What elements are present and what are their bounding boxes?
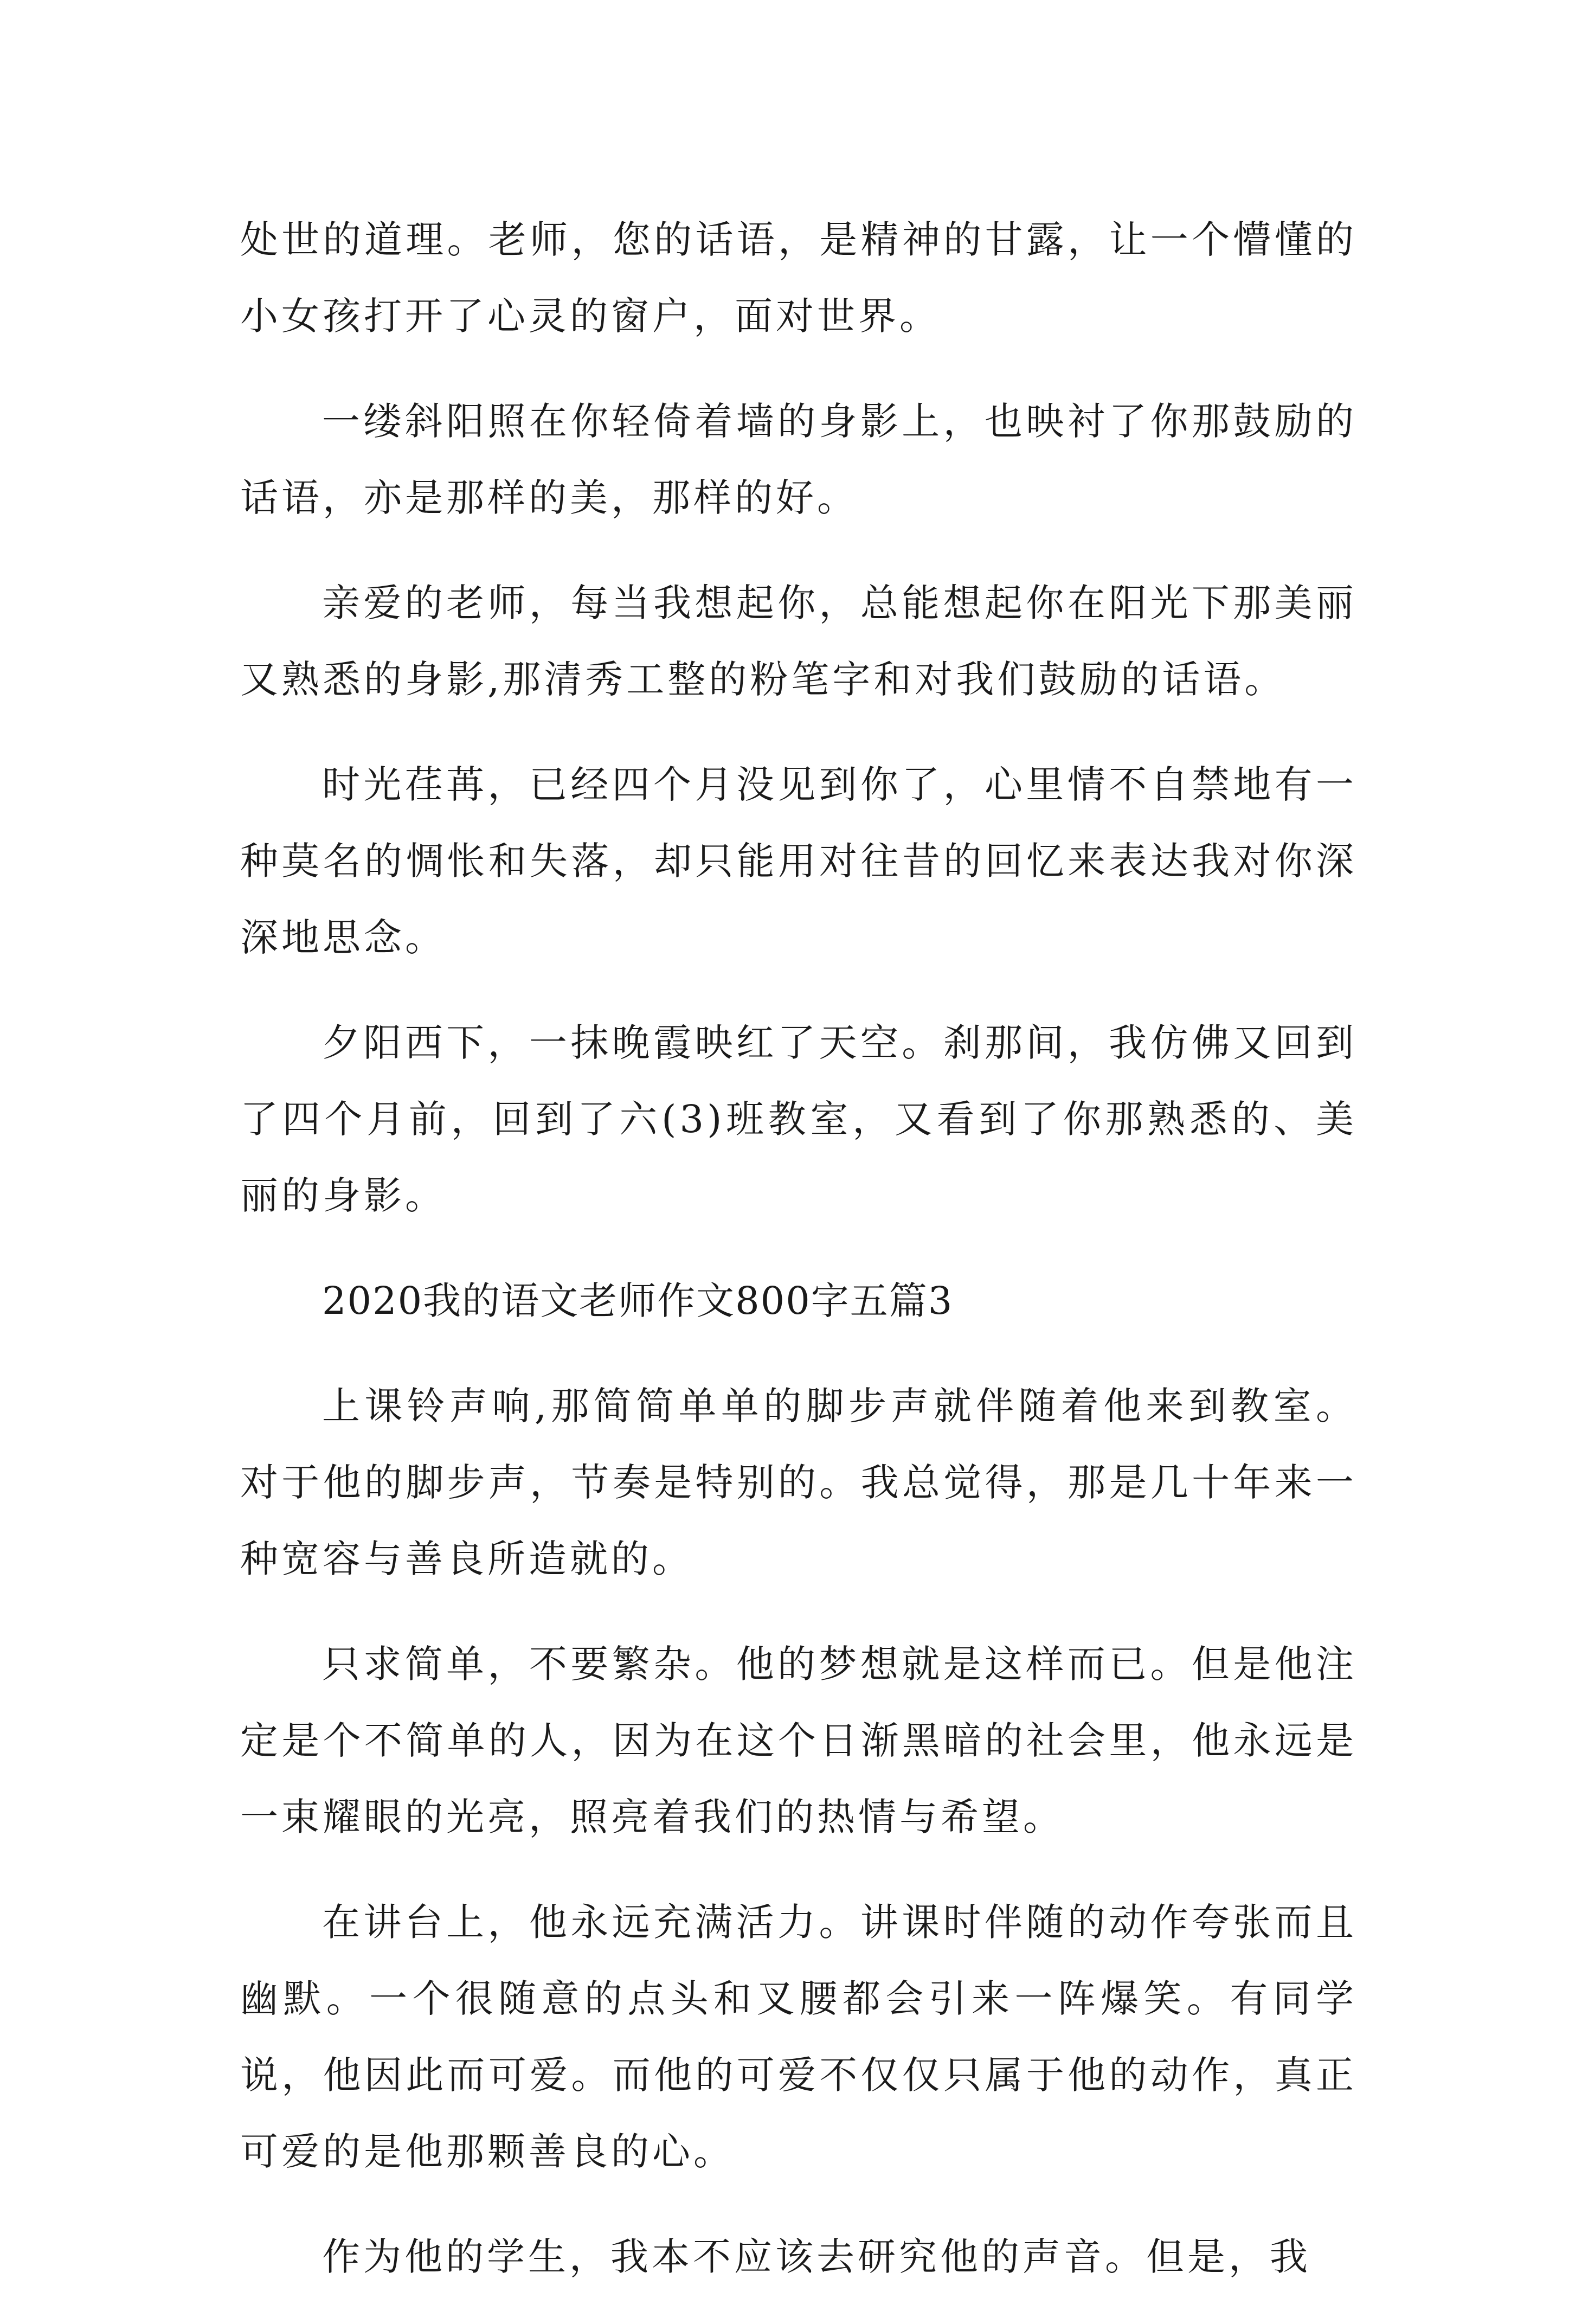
paragraph: 一缕斜阳照在你轻倚着墙的身影上，也映衬了你那鼓励的话语，亦是那样的美，那样的好。	[240, 399, 1357, 520]
paragraph: 时光荏苒，已经四个月没见到你了，心里情不自禁地有一种莫名的惆怅和失落，却只能用对往昔的回忆来表达我对你深深地思念。	[240, 762, 1357, 960]
section-heading: 2020我的语文老师作文800字五篇3	[322, 1279, 954, 1323]
paragraph: 只求简单，不要繁杂。他的梦想就是这样而已。但是他注定是个不简单的人，因为在这个日渐黑暗的社会里，他永远是一束耀眼的光亮，照亮着我们的热情与希望。	[240, 1642, 1357, 1839]
document-body	[240, 202, 1357, 2324]
paragraph: 夕阳西下，一抹晚霞映红了天空。刹那间，我仿佛又回到了四个月前，回到了六(3)班教室，又看到了你那熟悉的、美丽的身影。	[240, 1020, 1357, 1218]
paragraph: 在讲台上，他永远充满活力。讲课时伴随的动作夸张而且幽默。一个很随意的点头和叉腰都会引来一阵爆笑。有同学说，他因此而可爱。而他的可爱不仅仅只属于他的动作，真正可爱的是他那颗善良的心。	[240, 1900, 1357, 2174]
paragraph-continuation: 处世的道理。老师，您的话语，是精神的甘露，让一个懵懂的小女孩打开了心灵的窗户，面对世界。	[240, 217, 1357, 338]
paragraph: 上课铃声响,那简简单单的脚步声就伴随着他来到教室。对于他的脚步声，节奏是特别的。我总觉得，那是几十年来一种宽容与善良所造就的。	[240, 1384, 1357, 1581]
paragraph: 亲爱的老师，每当我想起你，总能想起你在阳光下那美丽又熟悉的身影,那清秀工整的粉笔字和对我们鼓励的话语。	[240, 581, 1357, 702]
paragraph: 作为他的学生，我本不应该去研究他的声音。但是，我	[322, 2235, 1311, 2279]
